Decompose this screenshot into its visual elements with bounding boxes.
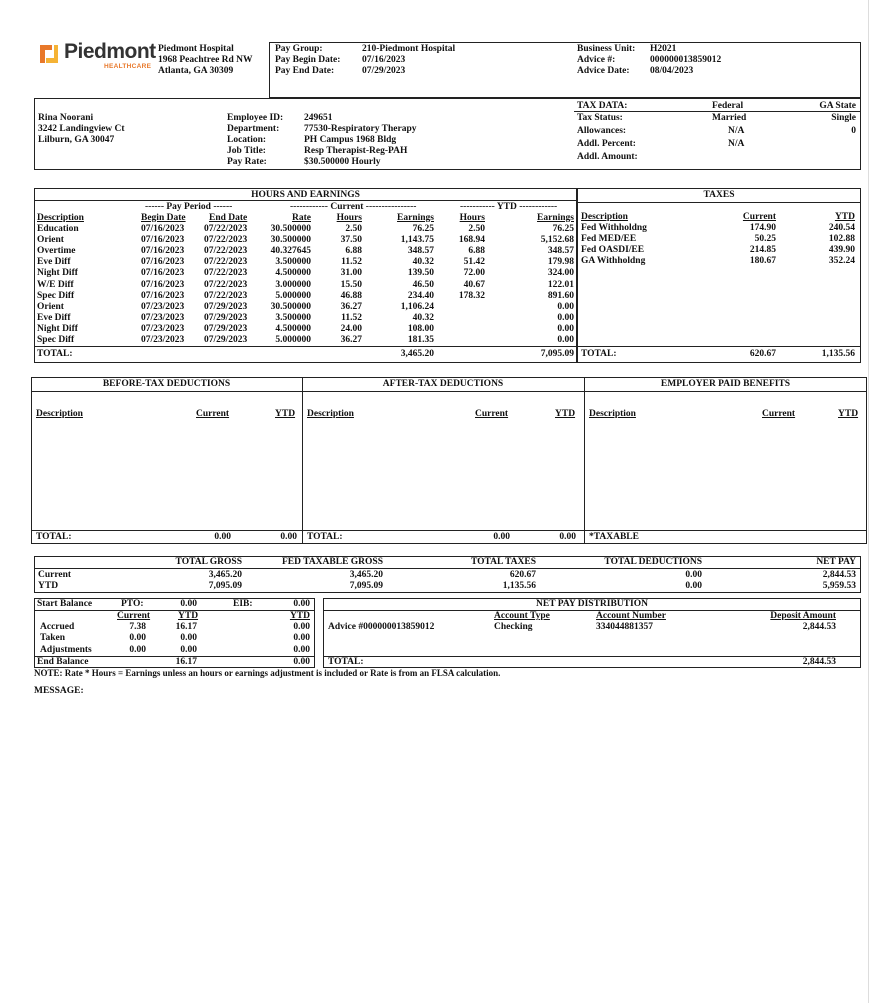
earning-rate: 4.500000 xyxy=(275,323,311,334)
earning-current-amount: 46.50 xyxy=(412,279,434,290)
earning-current-hours: 11.52 xyxy=(341,312,362,323)
summary-net-pay-header: NET PAY xyxy=(816,557,856,567)
earning-begin-date: 07/23/2023 xyxy=(141,312,185,323)
col-account-type: Account Type xyxy=(494,611,550,621)
col-account-number: Account Number xyxy=(596,611,666,621)
earning-begin-date: 07/23/2023 xyxy=(141,323,185,334)
earning-end-date: 07/22/2023 xyxy=(204,246,248,257)
message-label: MESSAGE: xyxy=(34,686,84,696)
summary-ytd-taxes: 1,135.56 xyxy=(502,581,536,591)
earning-ytd-hours: 51.42 xyxy=(463,257,485,268)
tax-ytd: 352.24 xyxy=(828,256,855,267)
earning-rate: 30.500000 xyxy=(270,224,311,234)
col-ytd-hours: Hours xyxy=(459,213,485,223)
balance-pto-ytd: 16.17 xyxy=(175,622,197,632)
department-value: 77530-Respiratory Therapy xyxy=(304,124,417,134)
pay-end-value: 07/29/2023 xyxy=(362,66,406,76)
earning-end-date: 07/29/2023 xyxy=(204,312,248,323)
tax-data-title: TAX DATA: xyxy=(577,101,628,111)
earning-rate: 3.500000 xyxy=(275,312,311,323)
business-unit-label: Business Unit: xyxy=(577,44,636,54)
earning-ytd-amount: 76.25 xyxy=(552,224,574,234)
hours-earnings-title: HOURS AND EARNINGS xyxy=(251,190,360,200)
earning-ytd-amount: 122.01 xyxy=(547,279,574,290)
summary-header-divider xyxy=(34,568,861,569)
earning-begin-date: 07/16/2023 xyxy=(141,257,185,268)
col-deposit-amount: Deposit Amount xyxy=(770,611,836,621)
logo-subtitle: HEALTHCARE xyxy=(104,63,152,70)
col-ytd-earnings: Earnings xyxy=(537,213,574,223)
earning-end-date: 07/22/2023 xyxy=(204,268,248,279)
col-end-date: End Date xyxy=(209,213,248,223)
taxes-col-current: Current xyxy=(742,212,776,222)
end-balance-label: End Balance xyxy=(37,657,89,667)
pto-label: PTO: xyxy=(121,599,144,609)
hours-total-label: TOTAL: xyxy=(37,349,73,359)
earning-rate: 5.000000 xyxy=(275,335,311,345)
tax-description: Fed OASDI/EE xyxy=(581,245,645,256)
department-label: Department: xyxy=(227,124,280,134)
pay-period-header: ------ Pay Period ------ xyxy=(145,202,233,212)
tax-status-federal: Married xyxy=(712,113,747,123)
benefits-col-description: Description xyxy=(589,409,636,419)
summary-ytd-gross: 7,095.09 xyxy=(208,581,242,591)
balance-pto-current: 0.00 xyxy=(129,633,146,644)
summary-current-label: Current xyxy=(38,570,72,580)
col-begin-date: Begin Date xyxy=(141,213,186,223)
employee-address2: Lilburn, GA 30047 xyxy=(38,135,115,145)
location-label: Location: xyxy=(227,135,267,145)
pay-info-box xyxy=(269,42,861,98)
tax-ytd: 102.88 xyxy=(828,234,855,245)
earning-ytd-hours: 72.00 xyxy=(463,268,485,279)
pay-rate-label: Pay Rate: xyxy=(227,157,267,167)
taxable-note: *TAXABLE xyxy=(589,532,639,542)
earning-current-amount: 139.50 xyxy=(407,268,434,279)
earning-current-hours: 36.27 xyxy=(340,301,362,312)
distribution-deposit-amount: 2,844.53 xyxy=(802,622,836,632)
summary-current-net-pay: 2,844.53 xyxy=(822,570,856,580)
earning-begin-date: 07/16/2023 xyxy=(141,246,185,257)
earning-current-amount: 1,143.75 xyxy=(400,235,434,246)
pay-begin-value: 07/16/2023 xyxy=(362,55,406,65)
earning-ytd-amount: 0.00 xyxy=(557,335,574,345)
taxes-col-ytd: YTD xyxy=(834,212,855,222)
before-tax-col-ytd: YTD xyxy=(275,409,296,419)
earning-current-hours: 6.88 xyxy=(345,246,362,257)
addl-amount-label: Addl. Amount: xyxy=(577,152,638,162)
earning-description: Night Diff xyxy=(37,323,78,334)
taxes-title-divider xyxy=(577,202,861,203)
taxes-title: TAXES xyxy=(703,190,735,200)
after-tax-col-description: Description xyxy=(307,409,354,419)
earning-begin-date: 07/16/2023 xyxy=(141,290,185,301)
earning-ytd-amount: 0.00 xyxy=(557,323,574,334)
earning-current-amount: 76.25 xyxy=(412,224,434,234)
employee-address1: 3242 Landingview Ct xyxy=(38,124,125,134)
current-header: ------------ Current ---------------- xyxy=(290,202,417,212)
pto-start-value: 0.00 xyxy=(180,599,197,609)
before-tax-total-label: TOTAL: xyxy=(36,532,72,542)
employer-benefits-title: EMPLOYER PAID BENEFITS xyxy=(660,379,791,389)
earning-ytd-amount: 891.60 xyxy=(547,290,574,301)
earning-end-date: 07/22/2023 xyxy=(204,279,248,290)
hours-total-divider xyxy=(34,346,577,347)
earning-ytd-hours: 2.50 xyxy=(468,224,485,234)
summary-total-gross-header: TOTAL GROSS xyxy=(175,557,242,567)
job-title-value: Resp Therapist-Reg-PAH xyxy=(304,146,408,156)
col-description: Description xyxy=(37,213,84,223)
deductions-divider-2 xyxy=(584,377,585,544)
earning-end-date: 07/22/2023 xyxy=(204,224,248,234)
before-tax-col-description: Description xyxy=(36,409,83,419)
summary-current-taxes: 620.67 xyxy=(509,570,536,580)
earning-current-hours: 24.00 xyxy=(340,323,362,334)
earning-begin-date: 07/23/2023 xyxy=(141,335,185,345)
taxes-total-ytd: 1,135.56 xyxy=(821,349,855,359)
tax-data-federal-header: Federal xyxy=(712,101,744,111)
balance-pto-current: 0.00 xyxy=(129,644,146,655)
earning-description: Education xyxy=(37,224,79,234)
earning-rate: 3.500000 xyxy=(275,257,311,268)
balance-eib-ytd: 0.00 xyxy=(293,633,310,644)
balances-col-eib-ytd: YTD xyxy=(289,611,310,621)
earning-description: Overtime xyxy=(37,246,76,257)
tax-data-state-header: GA State xyxy=(819,101,856,111)
tax-current: 180.67 xyxy=(749,256,776,267)
earning-end-date: 07/29/2023 xyxy=(204,301,248,312)
summary-current-fed-taxable: 3,465.20 xyxy=(349,570,383,580)
col-current-hours: Hours xyxy=(336,213,362,223)
earning-description: Spec Diff xyxy=(37,290,75,301)
distribution-total-value: 2,844.53 xyxy=(802,657,836,667)
taxes-total-current: 620.67 xyxy=(749,349,776,359)
after-tax-total-label: TOTAL: xyxy=(307,532,343,542)
earning-current-hours: 31.00 xyxy=(340,268,362,279)
pay-begin-label: Pay Begin Date: xyxy=(275,55,341,65)
summary-ytd-fed-taxable: 7,095.09 xyxy=(349,581,383,591)
summary-total-deductions-header: TOTAL DEDUCTIONS xyxy=(604,557,702,567)
distribution-total-label: TOTAL: xyxy=(328,657,364,667)
earning-end-date: 07/22/2023 xyxy=(204,235,248,246)
advice-date-label: Advice Date: xyxy=(577,66,630,76)
eib-label: EIB: xyxy=(233,599,253,609)
col-current-earnings: Earnings xyxy=(397,213,434,223)
deductions-title-divider xyxy=(31,391,867,392)
earning-ytd-amount: 348.57 xyxy=(547,246,574,257)
summary-ytd-net-pay: 5,959.53 xyxy=(822,581,856,591)
employer-address2: Atlanta, GA 30309 xyxy=(158,66,234,76)
balance-pto-current: 7.38 xyxy=(129,622,146,632)
piedmont-logo-icon xyxy=(38,43,60,65)
ytd-header: ----------- YTD ------------ xyxy=(460,202,558,212)
eib-start-value: 0.00 xyxy=(293,599,310,609)
deductions-divider-1 xyxy=(302,377,303,544)
earning-current-hours: 36.27 xyxy=(340,335,362,345)
summary-fed-taxable-header: FED TAXABLE GROSS xyxy=(281,557,383,567)
addl-percent-label: Addl. Percent: xyxy=(577,139,636,149)
balances-col-current: Current xyxy=(117,611,151,621)
allowances-label: Allowances: xyxy=(577,126,627,136)
earning-current-amount: 40.32 xyxy=(412,257,434,268)
start-balance-label: Start Balance xyxy=(37,599,93,609)
employee-id-value: 249651 xyxy=(304,113,333,123)
advice-date-value: 08/04/2023 xyxy=(650,66,694,76)
after-tax-col-current: Current xyxy=(475,409,509,419)
benefits-col-ytd: YTD xyxy=(838,409,859,419)
pay-group-label: Pay Group: xyxy=(275,44,323,54)
earning-rate: 40.327645 xyxy=(270,246,311,257)
balances-col-ytd: YTD xyxy=(178,611,199,621)
location-value: PH Campus 1968 Bldg xyxy=(304,135,397,145)
employee-id-label: Employee ID: xyxy=(227,113,284,123)
earning-current-hours: 46.88 xyxy=(340,290,362,301)
deductions-total-divider xyxy=(31,530,867,531)
earning-description: Night Diff xyxy=(37,268,78,279)
advice-number-value: 000000013859012 xyxy=(650,55,722,65)
after-tax-title: AFTER-TAX DEDUCTIONS xyxy=(382,379,504,389)
business-unit-value: H2021 xyxy=(650,44,677,54)
earning-rate: 4.500000 xyxy=(275,268,311,279)
tax-status-label: Tax Status: xyxy=(577,113,623,123)
earning-description: Eve Diff xyxy=(37,312,71,323)
earning-description: Eve Diff xyxy=(37,257,71,268)
tax-description: GA Withholdng xyxy=(581,256,646,267)
summary-ytd-deductions: 0.00 xyxy=(685,581,702,591)
pto-end-value: 16.17 xyxy=(175,657,197,667)
earning-end-date: 07/29/2023 xyxy=(204,323,248,334)
earning-end-date: 07/22/2023 xyxy=(204,257,248,268)
tax-current: 174.90 xyxy=(749,223,776,233)
earning-begin-date: 07/16/2023 xyxy=(141,268,185,279)
earning-rate: 3.000000 xyxy=(275,279,311,290)
balance-eib-ytd: 0.00 xyxy=(293,644,310,655)
summary-current-gross: 3,465.20 xyxy=(208,570,242,580)
tax-status-state: Single xyxy=(831,113,856,123)
summary-current-deductions: 0.00 xyxy=(685,570,702,580)
before-tax-title: BEFORE-TAX DEDUCTIONS xyxy=(102,379,231,389)
after-tax-col-ytd: YTD xyxy=(555,409,576,419)
taxes-col-description: Description xyxy=(581,212,628,222)
earning-description: Orient xyxy=(37,301,64,312)
earning-end-date: 07/29/2023 xyxy=(204,335,248,345)
benefits-col-current: Current xyxy=(762,409,796,419)
balance-pto-ytd: 0.00 xyxy=(180,633,197,644)
employee-name: Rina Noorani xyxy=(38,113,94,123)
tax-current: 214.85 xyxy=(749,245,776,256)
earning-ytd-amount: 179.98 xyxy=(547,257,574,268)
earning-current-amount: 181.35 xyxy=(407,335,434,345)
before-tax-total-current: 0.00 xyxy=(214,532,231,542)
advice-number-label: Advice #: xyxy=(577,55,616,65)
balance-row-label: Accrued xyxy=(40,622,75,632)
earning-rate: 30.500000 xyxy=(270,301,311,312)
taxes-total-label: TOTAL: xyxy=(581,349,617,359)
earning-ytd-amount: 5,152.68 xyxy=(540,235,574,246)
job-title-label: Job Title: xyxy=(227,146,266,156)
balance-row-label: Adjustments xyxy=(40,644,92,655)
taxes-total-divider xyxy=(577,346,861,347)
earning-ytd-hours: 178.32 xyxy=(458,290,485,301)
earning-ytd-amount: 324.00 xyxy=(547,268,574,279)
page-edge xyxy=(868,0,869,1003)
earning-description: Orient xyxy=(37,235,64,246)
deductions-box xyxy=(31,377,867,544)
distribution-advice: Advice #000000013859012 xyxy=(328,622,435,632)
earning-current-hours: 11.52 xyxy=(341,257,362,268)
earning-current-hours: 37.50 xyxy=(340,235,362,246)
earning-description: Spec Diff xyxy=(37,335,75,345)
allowances-federal: N/A xyxy=(728,126,745,136)
after-tax-total-current: 0.00 xyxy=(493,532,510,542)
allowances-state: 0 xyxy=(851,126,856,136)
hours-total-current: 3,465.20 xyxy=(400,349,434,359)
earning-end-date: 07/22/2023 xyxy=(204,290,248,301)
earning-current-hours: 2.50 xyxy=(345,224,362,234)
distribution-account-number: 334044881357 xyxy=(596,622,653,632)
earning-begin-date: 07/16/2023 xyxy=(141,224,185,234)
pay-end-label: Pay End Date: xyxy=(275,66,335,76)
earning-begin-date: 07/23/2023 xyxy=(141,301,185,312)
earning-rate: 5.000000 xyxy=(275,290,311,301)
after-tax-total-ytd: 0.00 xyxy=(559,532,576,542)
earning-begin-date: 07/16/2023 xyxy=(141,279,185,290)
employer-address1: 1968 Peachtree Rd NW xyxy=(158,55,253,65)
earning-rate: 30.500000 xyxy=(270,235,311,246)
earning-current-hours: 15.50 xyxy=(340,279,362,290)
earning-current-amount: 234.40 xyxy=(407,290,434,301)
before-tax-total-ytd: 0.00 xyxy=(280,532,297,542)
net-pay-distribution-title: NET PAY DISTRIBUTION xyxy=(536,599,648,609)
earning-ytd-amount: 0.00 xyxy=(557,312,574,323)
earning-ytd-amount: 0.00 xyxy=(557,301,574,312)
eib-end-value: 0.00 xyxy=(293,657,310,667)
tax-current: 50.25 xyxy=(754,234,776,245)
earning-current-amount: 40.32 xyxy=(412,312,434,323)
pay-rate-value: $30.500000 Hourly xyxy=(304,157,381,167)
distribution-account-type: Checking xyxy=(494,622,533,632)
earning-description: W/E Diff xyxy=(37,279,74,290)
pay-group-value: 210-Piedmont Hospital xyxy=(362,44,456,54)
earning-current-amount: 348.57 xyxy=(407,246,434,257)
col-rate: Rate xyxy=(292,213,311,223)
balance-pto-ytd: 0.00 xyxy=(180,644,197,655)
tax-ytd: 439.90 xyxy=(828,245,855,256)
summary-ytd-label: YTD xyxy=(38,581,59,591)
hours-total-ytd: 7,095.09 xyxy=(540,349,574,359)
summary-total-taxes-header: TOTAL TAXES xyxy=(470,557,536,567)
balance-row-label: Taken xyxy=(40,633,65,644)
earning-current-amount: 108.00 xyxy=(407,323,434,334)
addl-percent-federal: N/A xyxy=(728,139,745,149)
employer-name: Piedmont Hospital xyxy=(158,44,234,54)
tax-description: Fed Withholdng xyxy=(581,223,647,233)
earning-current-amount: 1,106.24 xyxy=(400,301,434,312)
earning-ytd-hours: 40.67 xyxy=(463,279,485,290)
before-tax-col-current: Current xyxy=(196,409,230,419)
earning-ytd-hours: 6.88 xyxy=(468,246,485,257)
logo-name: Piedmont xyxy=(64,40,156,63)
earning-begin-date: 07/16/2023 xyxy=(141,235,185,246)
tax-ytd: 240.54 xyxy=(828,223,855,233)
tax-description: Fed MED/EE xyxy=(581,234,637,245)
rate-note: NOTE: Rate * Hours = Earnings unless an hours or earnings adjustment is included or Rate is from an FLSA calculation. xyxy=(34,668,501,678)
earning-ytd-hours: 168.94 xyxy=(458,235,485,246)
balance-eib-ytd: 0.00 xyxy=(293,622,310,632)
